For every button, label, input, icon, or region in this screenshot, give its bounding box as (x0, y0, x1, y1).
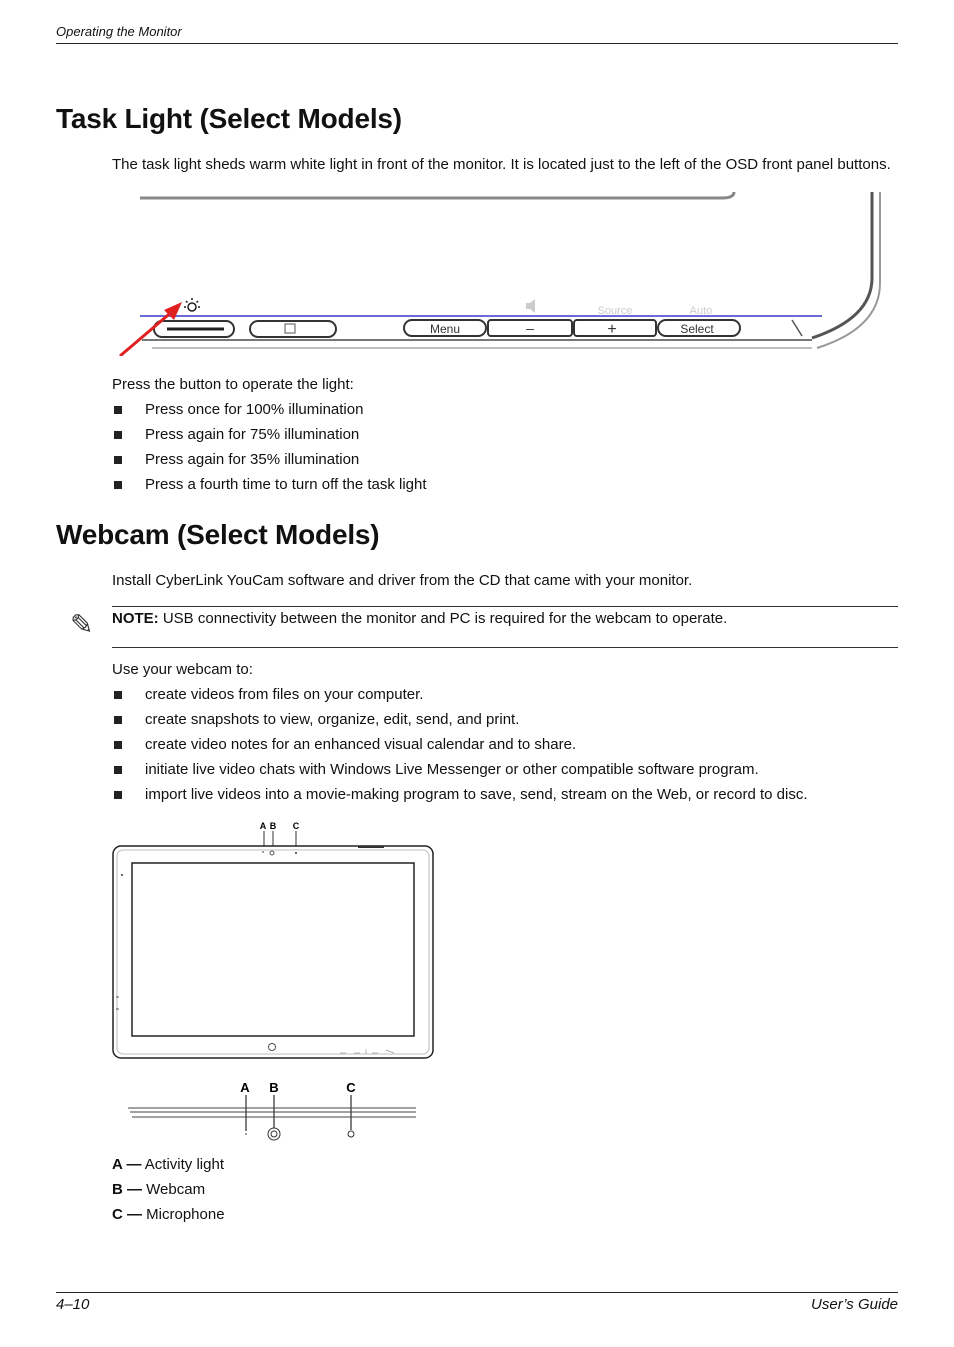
note-top-rule (112, 606, 898, 607)
list-item: initiate live video chats with Windows Live Messenger or other compatible software program. (112, 761, 808, 786)
list-item: import live videos into a movie-making program to save, send, stream on the Web, or record to disc. (112, 786, 808, 811)
legend-item-webcam: B — Webcam (112, 1181, 206, 1198)
note-text: NOTE: USB connectivity between the monitor and PC is required for the webcam to operate. (112, 610, 728, 627)
speaker-icon (526, 299, 535, 313)
callout-b-top: B (269, 821, 277, 831)
header-rule (56, 43, 898, 44)
menu-button-label: Menu (429, 322, 461, 336)
bullet-square-icon (114, 791, 122, 799)
bullet-square-icon (114, 741, 122, 749)
task-light-bullet-list (112, 401, 427, 501)
list-item: create video notes for an enhanced visual calendar and to share. (112, 736, 808, 761)
list-item: Press again for 75% illumination (112, 426, 427, 451)
pencil-note-icon: ✎ (70, 609, 94, 640)
task-light-figure (112, 188, 892, 356)
webcam-icon (268, 1128, 280, 1140)
legend-item-microphone: C — Microphone (112, 1206, 225, 1223)
callout-b: B (269, 1080, 279, 1095)
legend-item-activity-light: A — Activity light (112, 1156, 224, 1173)
page-number: 4–10 (56, 1296, 90, 1313)
footer-rule (56, 1292, 898, 1293)
callout-a: A (240, 1080, 250, 1095)
monitor-front-figure (108, 816, 438, 1064)
list-item: Press a fourth time to turn off the task light (112, 476, 427, 501)
auto-faded-label: Auto (689, 305, 713, 317)
task-light-heading: Task Light (Select Models) (56, 103, 402, 134)
note-bottom-rule (112, 647, 898, 648)
source-faded-label: Source (597, 305, 633, 317)
activity-light-icon (245, 1133, 247, 1135)
bullet-square-icon (114, 691, 122, 699)
webcam-closeup-figure (126, 1076, 422, 1142)
webcam-heading: Webcam (Select Models) (56, 519, 380, 550)
bullet-square-icon (114, 716, 122, 724)
webcam-legend (112, 1156, 225, 1231)
list-item: Press again for 35% illumination (112, 451, 427, 476)
callout-a-top: A (259, 821, 267, 831)
bullet-square-icon (114, 766, 122, 774)
webcam-intro: Install CyberLink YouCam software and driver from the CD that came with your monitor. (112, 572, 693, 589)
list-item: create snapshots to view, organize, edit, send, and print. (112, 711, 808, 736)
guide-title: User’s Guide (811, 1296, 898, 1313)
use-intro: Use your webcam to: (112, 661, 253, 678)
bullet-square-icon (114, 431, 122, 439)
select-button-label: Select (680, 322, 714, 336)
running-header: Operating the Monitor (56, 24, 182, 39)
press-intro: Press the button to operate the light: (112, 376, 354, 393)
plus-button-label: + (607, 321, 617, 338)
task-light-intro: The task light sheds warm white light in front of the monitor. It is located just to the left of the OSD front panel buttons. (112, 156, 891, 173)
bullet-square-icon (114, 406, 122, 414)
bullet-square-icon (114, 481, 122, 489)
callout-c-top: C (292, 821, 300, 831)
list-item: Press once for 100% illumination (112, 401, 427, 426)
minus-button-label: – (526, 320, 534, 336)
webcam-bullet-list (112, 686, 808, 811)
bullet-square-icon (114, 456, 122, 464)
light-bulb-icon (184, 298, 200, 311)
callout-c: C (346, 1080, 356, 1095)
microphone-icon (348, 1131, 354, 1137)
list-item: create videos from files on your computer. (112, 686, 808, 711)
